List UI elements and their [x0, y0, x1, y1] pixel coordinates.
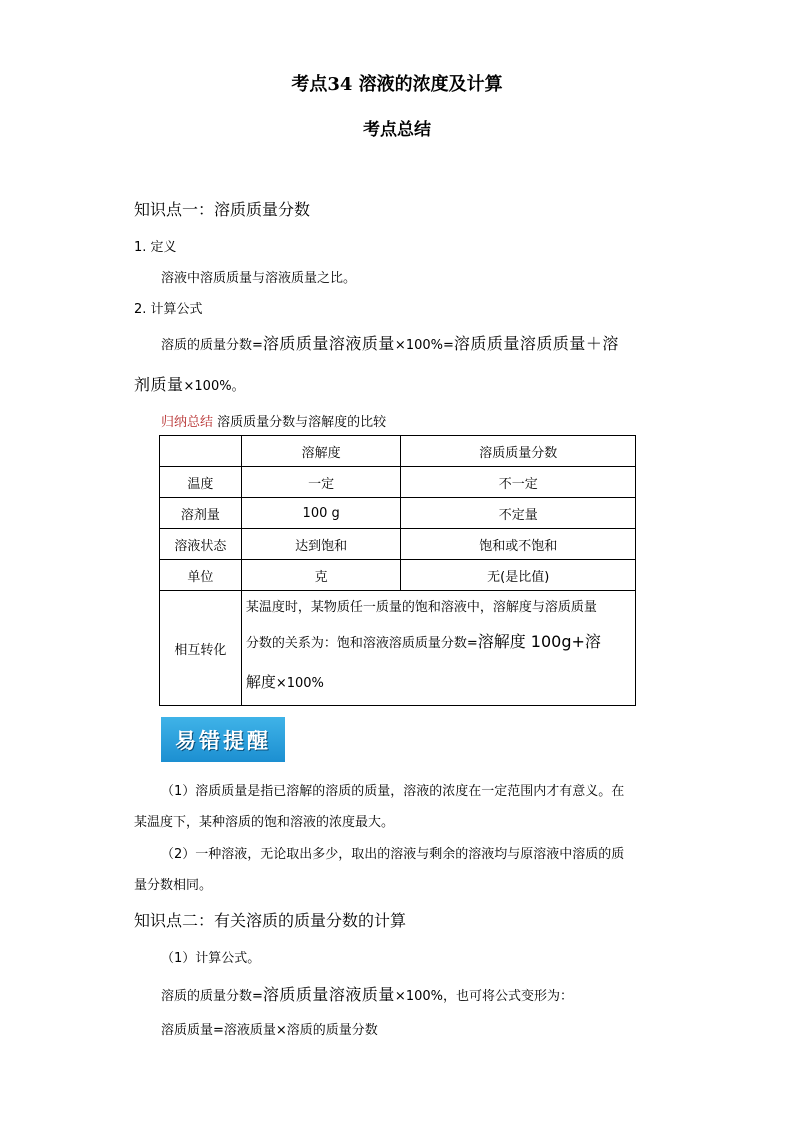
- table-cell: 达到饱和: [241, 529, 401, 560]
- conversion-line3: [246, 664, 631, 702]
- section2-formula1: [161, 982, 573, 1005]
- formula-part: ×100%。: [183, 379, 245, 394]
- formula-part: ×100%，也可将公式变形为：: [394, 989, 573, 1004]
- table-header: 溶质质量分数: [401, 436, 636, 467]
- table-cell: 溶液状态: [160, 529, 242, 560]
- table-cell: 一定: [241, 467, 401, 498]
- conversion-part: 溶解度 100g+溶: [477, 632, 601, 651]
- conversion-part: 分数的关系为：饱和溶液溶质质量分数=: [245, 636, 478, 651]
- table-cell: 无(是比值): [401, 560, 636, 591]
- table-row: [160, 591, 636, 706]
- table-cell: 相互转化: [160, 591, 242, 706]
- conversion-part: ×100%: [275, 676, 324, 691]
- table-row: [160, 560, 636, 591]
- definition-label: 1. 定义: [134, 240, 177, 255]
- section2-item1: （1）计算公式。: [161, 951, 261, 966]
- note1-line1: （1）溶质质量是指已溶解的溶质的质量，溶液的浓度在一定范围内才有意义。在: [161, 784, 625, 799]
- definition-text: 溶液中溶质质量与溶液质量之比。: [161, 271, 357, 286]
- conversion-line1: 某温度时，某物质任一质量的饱和溶液中，溶解度与溶质质量: [245, 600, 597, 615]
- formula-part: 溶质质量溶质质量＋溶: [453, 334, 619, 353]
- formula-part: 剂质量: [134, 375, 184, 394]
- section2-heading: 知识点二：有关溶质的质量分数的计算: [134, 911, 407, 930]
- table-cell: 温度: [160, 467, 242, 498]
- page-subtitle: 考点总结: [363, 120, 431, 140]
- table-header-row: [160, 436, 636, 467]
- table-cell: 单位: [160, 560, 242, 591]
- table-cell: 100 g: [241, 498, 401, 529]
- table-header: [160, 436, 242, 467]
- table-cell: 不一定: [401, 467, 636, 498]
- summary-tag: 归纳总结: [161, 415, 214, 430]
- table-row: [160, 529, 636, 560]
- summary-title: 溶质质量分数与溶解度的比较: [217, 415, 387, 430]
- page-title: 考点34 溶液的浓度及计算: [291, 74, 503, 95]
- conversion-part: 解度: [245, 673, 276, 691]
- formula-line1: [161, 331, 619, 354]
- table-cell-conversion: [241, 591, 635, 706]
- comparison-table: [159, 435, 636, 706]
- table-cell: 不定量: [401, 498, 636, 529]
- formula-label: 2. 计算公式: [134, 302, 203, 317]
- table-row: [160, 498, 636, 529]
- note1-line2: 某温度下，某种溶质的饱和溶液的浓度最大。: [134, 815, 395, 830]
- table-cell: 克: [241, 560, 401, 591]
- table-cell: 溶剂量: [160, 498, 242, 529]
- summary-caption: [161, 411, 386, 430]
- note2-line1: （2）一种溶液，无论取出多少，取出的溶液与剩余的溶液均与原溶液中溶质的质: [161, 847, 625, 862]
- section1-heading: 知识点一：溶质质量分数: [134, 200, 311, 219]
- note2-line2: 量分数相同。: [134, 878, 213, 893]
- formula-part: ×100%=: [394, 338, 454, 353]
- conversion-line2: [246, 622, 631, 664]
- formula-part: 溶质质量溶液质量: [262, 985, 395, 1004]
- formula-part: 溶质的质量分数=: [161, 338, 263, 353]
- section2-formula2: 溶质质量=溶液质量×溶质的质量分数: [161, 1023, 378, 1038]
- table-row: [160, 467, 636, 498]
- mistake-reminder-badge: 易错提醒: [161, 717, 285, 762]
- table-header: 溶解度: [241, 436, 401, 467]
- table-cell: 饱和或不饱和: [401, 529, 636, 560]
- formula-part: 溶质的质量分数=: [161, 989, 263, 1004]
- formula-line2: [134, 372, 245, 395]
- formula-part: 溶质质量溶液质量: [262, 334, 395, 353]
